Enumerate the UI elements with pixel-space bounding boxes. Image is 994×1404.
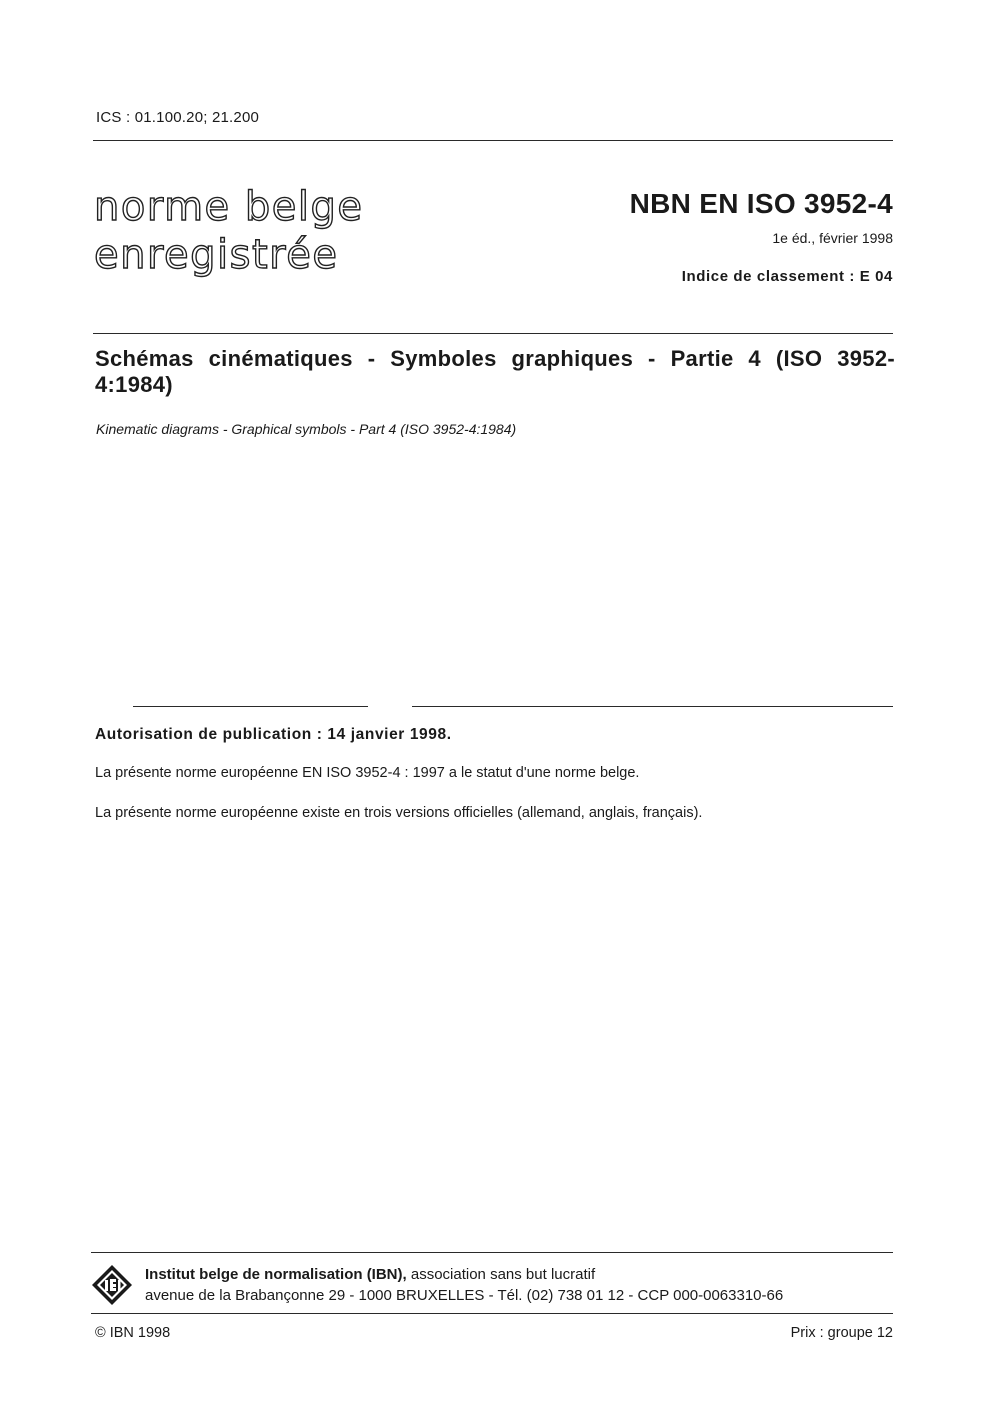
institute-address: avenue de la Brabançonne 29 - 1000 BRUXELLES - Tél. (02) 738 01 12 - CCP 000-0063310-66: [145, 1287, 784, 1304]
brand-wordmark: [94, 183, 363, 279]
title-divider: [93, 333, 893, 334]
copyright-notice: © IBN 1998: [95, 1325, 171, 1341]
body-divider-right: [412, 706, 893, 707]
edition-date: 1e éd., février 1998: [772, 230, 893, 246]
body-divider-left: [133, 706, 368, 707]
brand-line-2: enregistrée: [94, 232, 339, 278]
institute-line: [145, 1266, 595, 1283]
title-english: Kinematic diagrams - Graphical symbols - Part 4 (ISO 3952-4:1984): [96, 421, 517, 437]
institute-description: association sans but lucratif: [406, 1266, 596, 1283]
brand-line-1: norme belge: [94, 184, 364, 230]
status-paragraph: La présente norme européenne EN ISO 3952-4 : 1997 a le statut d'une norme belge.: [95, 765, 640, 781]
title-french: Schémas cinématiques - Symboles graphiques - Partie 4 (ISO 3952-4:1984): [95, 346, 895, 397]
footer-divider-top: [91, 1252, 893, 1253]
footer-divider-bottom: [91, 1313, 893, 1314]
classification-index: Indice de classement : E 04: [681, 268, 893, 285]
ics-code: ICS : 01.100.20; 21.200: [96, 109, 260, 126]
ibn-logo-icon: [91, 1264, 133, 1306]
versions-paragraph: La présente norme européenne existe en trois versions officielles (allemand, anglais, français).: [95, 805, 703, 821]
top-divider: [93, 140, 893, 141]
standard-number: NBN EN ISO 3952-4: [629, 188, 893, 219]
publication-authorization: Autorisation de publication : 14 janvier 1998.: [95, 726, 452, 743]
price-group: Prix : groupe 12: [790, 1325, 893, 1341]
institute-name: Institut belge de normalisation (IBN),: [145, 1266, 407, 1283]
